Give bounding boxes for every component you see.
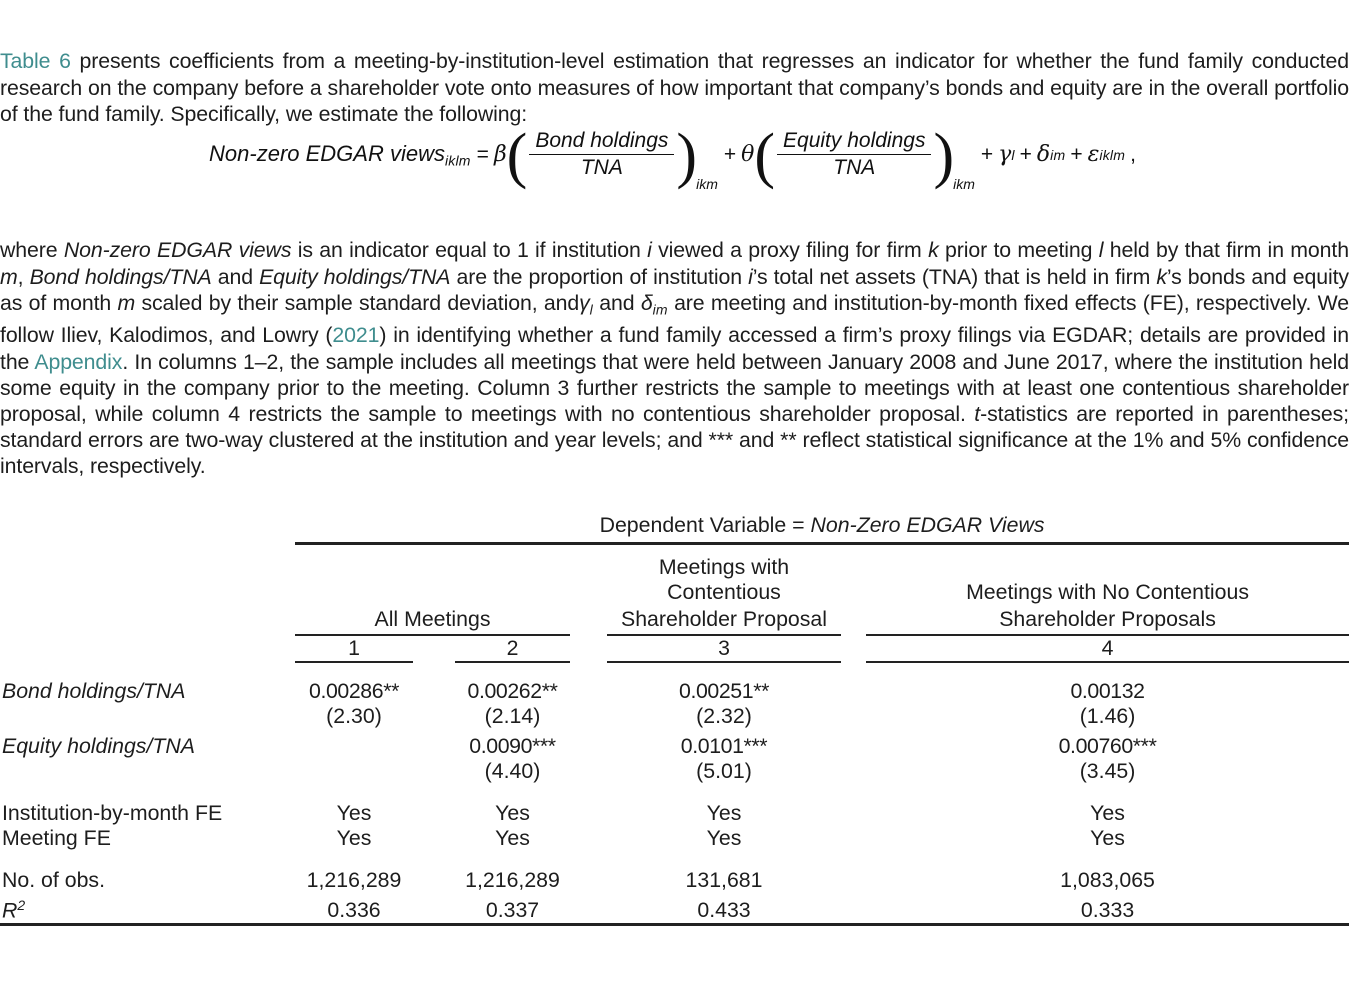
bond-tstat-gap1 [413,704,455,729]
equation-plus-1: + [723,142,737,166]
equity-tstat-gap2 [570,759,607,784]
table-row [0,826,1349,851]
equation-equity-denominator: TNA [777,154,931,180]
results-table [0,513,1349,926]
equation-plus-4: + [1070,142,1083,166]
r-squared-col3: 0.433 [697,898,751,923]
group-header-gap2 [570,555,607,607]
equation-fraction-bond [529,129,674,180]
equation-delta-subscript: im [1050,146,1066,163]
column-number-gap1 [413,635,455,661]
r-squared-gap2 [570,893,607,924]
row-label-institution-fe: Institution-by-month FE [2,800,223,825]
meeting-fe-gap1 [413,826,455,851]
dependent-variable-header [295,513,1349,542]
r-squared-col4: 0.333 [1080,898,1135,923]
r-squared-gap3 [841,893,866,924]
row-label-bond-holdings [0,679,295,704]
notes-italic-3: k [928,238,939,263]
equation-delta: δ [1036,142,1051,167]
bond-tstat-col3: (2.32) [696,703,752,728]
notes-seg-12: and [592,290,641,315]
notes-seg-7: and [211,264,260,289]
notes-seg-13: are meeting and institution-by-month fixed effects (FE), respectively. We follow Iliev, Kalodimos, and Lowry ( [0,290,1349,348]
meeting-fe-gap2 [570,826,607,851]
equation-bond-numerator: Bond holdings [535,129,669,152]
no-of-obs-col1: 1,216,289 [306,867,402,892]
equation-bond-denominator: TNA [529,154,674,180]
meeting-fe-col4: Yes [1090,825,1125,850]
equity-coef-gap1 [413,734,455,759]
column-number-gap2 [570,635,607,661]
group-header-contentious-line1: Meetings with Contentious [658,554,790,604]
notes-italic-6: Bond holdings/TNA [29,264,212,289]
column-number-row [0,635,1349,661]
notes-seg-9: ’s total net assets (TNA) that is held in firm [752,264,1157,289]
notes-italic-7: Equity holdings/TNA [259,264,451,289]
meeting-fe-col3: Yes [706,825,742,850]
notes-italic-11: t [974,401,981,426]
institution-fe-gap3 [841,801,866,826]
table-notes [0,237,1349,479]
group-header-all-meetings: All Meetings [374,606,491,631]
notes-gamma-subscript: l [589,301,593,318]
dependent-variable-name: Non-Zero EDGAR Views [810,513,1045,537]
equation-expression: Non-zero EDGAR views$_{iklm}$ = β ( $\frac{\text{Bond holdings}}{\text{TNA}}$ ) ikm + θ ( $\frac{\text{Equity holdings}}{\text{TNA}}$ ) ikm + γ l + δ im + ε iklm , [209,121,1136,192]
table-caption-intro-text: presents coefficients from a meeting-by-institution-level estimation that regresses an indicator for whether the fund family conducted research on the company before a shareholder vote onto measures of how important that company’s bonds and equity are in the overall portfolio of the fund family. Specifically, we estimate the following: [0,49,1349,126]
table-row [0,704,1349,729]
bond-coef-gap1 [413,679,455,704]
notes-italic-1: Non-zero EDGAR views [63,238,292,263]
equation-lhs: Non-zero EDGAR views$_{iklm}$ [209,140,471,169]
equation-bond-subscript: ikm [696,176,718,192]
column-number-1: 1 [348,635,360,660]
notes-delta-subscript: im [652,301,668,318]
group-header-blank-label-2 [0,607,295,634]
equity-tstat-col2: (4.40) [484,758,541,783]
group-header-gap3 [841,555,866,607]
equity-coef-gap3 [841,734,866,759]
equity-coef-col3: 0.0101*** [680,733,768,758]
notes-italic-8: i [748,264,753,289]
r-squared-col2: 0.337 [485,898,540,923]
table-row [0,759,1349,784]
bond-coef-col4: 0.00132 [1070,678,1145,703]
regression-equation [0,121,1349,192]
row-label-r-squared [0,893,295,924]
bond-tstat-col1: (2.30) [326,703,382,728]
header-spacer [0,544,1349,555]
appendix-link[interactable]: Appendix [34,349,123,374]
group-header-line1-row [0,555,1349,607]
group-header-line2-row [0,607,1349,634]
institution-fe-col3: Yes [706,800,742,825]
notes-seg-10: ’s bonds and equity as of month [0,264,1349,315]
notes-italic-2: i [647,238,652,263]
table-row [0,893,1349,924]
equation-lhs-subscript: iklm [444,152,471,169]
table-row [0,679,1349,704]
row-gap-2 [0,784,1349,801]
institution-fe-col2: Yes [495,800,530,825]
equation-epsilon: ε [1087,142,1100,167]
notes-italic-10: m [117,290,136,315]
group-header-blank-12 [295,555,570,607]
table-caption-intro [0,48,1349,127]
no-of-obs-col3: 131,681 [685,867,763,892]
equation-plus-3: + [1019,142,1032,166]
bond-coef-col2: 0.00262** [467,678,558,703]
no-of-obs-gap3 [841,868,866,893]
notes-delta: δ [640,290,653,315]
bond-coef-gap2 [570,679,607,704]
equation-comma: , [1130,142,1136,166]
bond-coef-col1: 0.00286** [309,678,399,703]
row-label-bond-holdings-text: Bond holdings/TNA [2,678,186,703]
column-number-4: 4 [1101,635,1114,660]
no-of-obs-col2: 1,216,289 [465,867,560,892]
r-squared-col1: 0.336 [327,898,381,923]
notes-seg-1: where [0,238,64,263]
equation-equity-subscript: ikm [953,176,975,192]
row-label-equity-holdings [0,734,295,759]
equity-tstat-col3: (5.01) [696,758,752,783]
bond-coef-col3: 0.00251** [679,678,769,703]
notes-seg-4: prior to meeting [938,238,1099,263]
notes-seg-14: ) in identifying whether a fund family accessed a firm’s proxy filings via EGDAR; details are provided in the [0,323,1349,374]
notes-seg-6: , [17,264,30,289]
column-number-3: 3 [718,635,730,660]
institution-fe-col1: Yes [336,800,372,825]
dependent-variable-header-row [0,513,1349,542]
table-6-link[interactable]: Table 6 [0,49,71,74]
bottom-rule-row [0,923,1349,925]
table-row [0,734,1349,759]
citation-year-link[interactable]: 2021 [332,323,380,348]
notes-italic-5: m [0,264,18,289]
equity-tstat-gap1 [413,759,455,784]
row-gap-3 [0,851,1349,868]
equity-tstat-gap3 [841,759,866,784]
notes-seg-8: are the proportion of institution [450,264,749,289]
bond-coef-gap3 [841,679,866,704]
group-header-gap3b [841,607,866,634]
table-bottom-rule [0,923,1349,925]
bond-tstat-col4: (1.46) [1079,703,1136,728]
equity-coef-col2: 0.0090*** [469,733,556,758]
equation-gamma-subscript: l [1011,146,1015,163]
r-squared-base: R [2,898,18,923]
institution-fe-gap2 [570,801,607,826]
equation-equity-numerator: Equity holdings [783,129,926,152]
no-of-obs-gap2 [570,868,607,893]
equity-tstat-col1 [295,759,413,784]
institution-fe-gap1 [413,801,455,826]
notes-seg-3: viewed a proxy filing for firm [651,238,929,263]
notes-gamma: γ [579,290,590,315]
row-gap-3-cell [0,851,1349,868]
column-number-gap3 [841,635,866,661]
group-header-no-contentious-line1: Meetings with No Contentious [966,579,1249,604]
table-row [0,801,1349,826]
column-number-2: 2 [506,635,519,660]
bond-tstat-col2: (2.14) [484,703,541,728]
equity-coef-col1 [295,734,413,759]
group-header-no-contentious-line2: Shareholder Proposals [999,606,1216,631]
equation-gamma: γ [998,142,1012,167]
notes-seg-16: -statistics are reported in parentheses; standard errors are two-way clustered at the institution and year levels; and *** and ** reflect statistical significance at the 1% and 5% confidence intervals, respectively. [0,401,1349,479]
notes-seg-5: held by that firm in month [1103,238,1349,263]
row-gap-2-cell [0,784,1349,801]
body-spacer-row [0,662,1349,679]
r-squared-gap1 [413,893,455,924]
row-label-bond-tstat-blank [0,704,295,729]
no-of-obs-col4: 1,083,065 [1060,867,1155,892]
meeting-fe-col2: Yes [495,825,530,850]
equation-beta: β [493,142,507,167]
group-header-blank-label [0,555,295,607]
bond-tstat-gap3 [841,704,866,729]
header-spacer-row [0,544,1349,555]
dependent-variable-label: Dependent Variable = [599,513,811,537]
row-label-no-of-obs: No. of obs. [2,867,105,892]
meeting-fe-col1: Yes [336,825,372,850]
row-label-equity-holdings-text: Equity holdings/TNA [2,733,195,758]
notes-seg-15: . In columns 1–2, the sample includes all meetings that were held between January 2008 and June 2017, where the institution held some equity in the company prior to the meeting. Column 3 further restricts the sample to meetings with at least one contentious shareholder proposal, while column 4 restricts the sample to meetings with no contentious shareholder proposal. [0,349,1349,426]
equation-theta: θ [741,142,755,167]
r-squared-exponent: 2 [17,896,26,913]
notes-seg-11: scaled by their sample standard deviation, and [135,290,580,315]
notes-italic-9: k [1156,264,1167,289]
notes-italic-4: l [1098,238,1104,263]
equity-coef-col4: 0.00760*** [1058,733,1157,758]
equity-coef-gap2 [570,734,607,759]
group-header-gap2b [570,607,607,634]
equation-epsilon-subscript: iklm [1099,146,1126,163]
equity-tstat-col4: (3.45) [1079,758,1136,783]
equation-plus-2: + [980,142,994,166]
no-of-obs-gap1 [413,868,455,893]
table-row [0,868,1349,893]
row-label-equity-tstat-blank [0,759,295,784]
group-header-contentious-line2: Shareholder Proposal [620,606,827,631]
meeting-fe-gap3 [841,826,866,851]
equation-fraction-equity [777,129,931,180]
row-label-meeting-fe: Meeting FE [2,825,111,850]
bond-tstat-gap2 [570,704,607,729]
body-spacer [0,662,1349,679]
column-number-label-spacer [0,635,295,661]
notes-seg-2: is an indicator equal to 1 if institution [291,238,648,263]
regression-results-table [0,513,1349,926]
spacer-cell [0,513,295,542]
equation-equals: = [476,142,489,166]
institution-fe-col4: Yes [1090,800,1125,825]
